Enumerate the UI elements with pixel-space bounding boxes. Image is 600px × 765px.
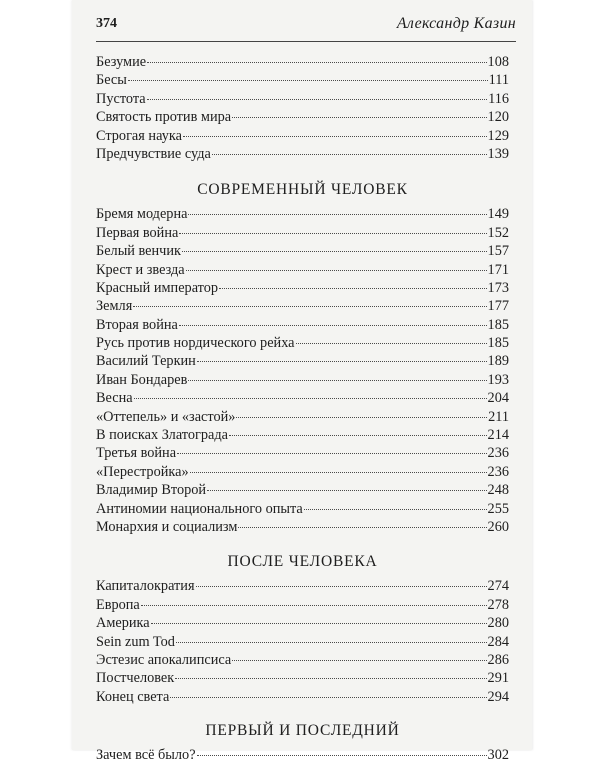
toc-entry: [96, 669, 509, 687]
toc-entry: [96, 297, 509, 315]
toc-entry: [96, 481, 509, 499]
dot-leader: [179, 232, 486, 234]
dot-leader: [236, 416, 487, 418]
toc-entry-title: Крест и звезда: [96, 261, 185, 278]
toc-entry-title: Эстезис апокалипсиса: [96, 651, 232, 668]
toc-entry-title: Антиномии национального опыта: [96, 500, 303, 517]
toc-entry-title: Безумие: [96, 54, 147, 70]
toc-entry-page-number: 185: [487, 316, 509, 333]
toc-entry: [96, 389, 509, 407]
dot-leader: [182, 250, 487, 252]
toc-entry-title: Строгая наука: [96, 127, 182, 144]
toc-entry-page-number: 108: [487, 54, 509, 70]
dot-leader: [232, 659, 486, 661]
book-page: [72, 0, 532, 764]
dot-leader: [128, 79, 488, 81]
toc-entry-page-number: 248: [487, 482, 509, 499]
toc-entry-page-number: 211: [488, 408, 509, 425]
toc-entry: [96, 633, 509, 651]
toc-entry-page-number: 116: [488, 90, 509, 107]
dot-leader: [147, 98, 487, 100]
toc-entry-title: Святость против мира: [96, 109, 232, 126]
dot-leader: [296, 342, 487, 344]
toc-entry: [96, 261, 509, 279]
toc-entry-page-number: 302: [487, 747, 509, 764]
toc-entry-title: «Оттепель» и «застой»: [96, 408, 236, 425]
toc-entry-title: Бремя модерна: [96, 206, 188, 223]
toc-entry: [96, 518, 509, 536]
toc-entry-title: Третья война: [96, 445, 177, 462]
toc-entry-page-number: 111: [488, 72, 509, 89]
toc-entry-title: Европа: [96, 596, 140, 613]
toc-entry: [96, 371, 509, 389]
toc-entry-page-number: 236: [487, 463, 509, 480]
toc-entry-page-number: 129: [487, 127, 509, 144]
toc-entry-page-number: 193: [487, 371, 509, 388]
toc-entry: [96, 224, 509, 242]
dot-leader: [197, 754, 487, 756]
dot-leader: [188, 213, 486, 215]
toc-entry-page-number: 204: [487, 390, 509, 407]
toc-entry-title: Первая война: [96, 224, 179, 241]
page-header: [96, 15, 516, 42]
toc-entry: [96, 90, 509, 108]
toc-entry-page-number: 171: [487, 261, 509, 278]
toc-entry: [96, 205, 509, 223]
toc-entry-title: Капиталократия: [96, 578, 195, 595]
toc-entry-page-number: 278: [487, 596, 509, 613]
toc-entry-title: Конец света: [96, 688, 170, 705]
toc-entry-title: В поисках Златограда: [96, 427, 228, 444]
toc-entry: [96, 53, 509, 71]
dot-leader: [179, 324, 487, 326]
toc-entry: [96, 444, 509, 462]
dot-leader: [207, 489, 486, 491]
section-heading: ПОСЛЕ ЧЕЛОВЕКА: [227, 553, 378, 571]
dot-leader: [196, 585, 487, 587]
toc-entry: [96, 279, 509, 297]
dot-leader: [219, 287, 487, 289]
dot-leader: [188, 379, 486, 381]
toc-entry-title: Иван Бондарев: [96, 371, 188, 388]
toc-entry-title: Sein zum Tod: [96, 633, 175, 650]
toc-entry: [96, 651, 509, 669]
dot-leader: [134, 397, 487, 399]
toc-entry-page-number: 236: [487, 445, 509, 462]
toc-entry: [96, 688, 509, 706]
dot-leader: [133, 305, 486, 307]
toc-entry-page-number: 149: [487, 206, 509, 223]
running-head-author: Александр Казин: [396, 15, 516, 32]
toc-entry-title: Зачем всё было?: [96, 747, 196, 764]
toc-entry-title: Весна: [96, 390, 133, 407]
dot-leader: [141, 604, 487, 606]
dot-leader: [304, 508, 487, 510]
toc-entry-page-number: 284: [487, 633, 509, 650]
dot-leader: [190, 471, 487, 473]
toc-entry-title: Предчувствие суда: [96, 145, 211, 162]
toc-entry-page-number: 120: [487, 109, 509, 126]
dot-leader: [147, 61, 486, 63]
section-heading: ПЕРВЫЙ И ПОСЛЕДНИЙ: [205, 722, 400, 740]
toc-entry-title: Владимир Второй: [96, 482, 207, 499]
toc-entry-page-number: 214: [487, 427, 509, 444]
toc-entry: [96, 463, 509, 481]
toc-entry-title: Вторая война: [96, 316, 178, 333]
toc-entry: [96, 426, 509, 444]
dot-leader: [212, 153, 487, 155]
toc-entry-title: Пустота: [96, 90, 146, 107]
toc-entry-title: Монархия и социализм: [96, 518, 238, 535]
toc-entry-page-number: 294: [487, 688, 509, 705]
toc-entry-page-number: 274: [487, 578, 509, 595]
dot-leader: [176, 641, 487, 643]
toc-entry-page-number: 157: [487, 243, 509, 260]
toc-entry-title: Василий Теркин: [96, 353, 196, 370]
toc-entry-page-number: 139: [487, 145, 509, 162]
toc-entry: [96, 408, 509, 426]
table-of-contents: [96, 53, 509, 765]
toc-entry: [96, 596, 509, 614]
toc-entry: [96, 242, 509, 260]
toc-entry-page-number: 177: [487, 298, 509, 315]
toc-entry-title: Русь против нордического рейха: [96, 335, 295, 352]
toc-entry: [96, 352, 509, 370]
toc-entry: [96, 108, 509, 126]
toc-entry-page-number: 173: [487, 279, 509, 296]
toc-entry-title: «Перестройка»: [96, 463, 189, 480]
toc-entry: [96, 614, 509, 632]
dot-leader: [238, 526, 486, 528]
toc-entry: [96, 577, 509, 595]
page-number: 374: [96, 16, 117, 31]
toc-entry-page-number: 280: [487, 615, 509, 632]
toc-entry: [96, 334, 509, 352]
toc-entry-page-number: 185: [487, 335, 509, 352]
toc-entry-page-number: 291: [487, 670, 509, 687]
dot-leader: [197, 360, 487, 362]
toc-entry-title: Америка: [96, 615, 150, 632]
toc-entry-title: Бесы: [96, 72, 127, 89]
toc-entry: [96, 71, 509, 89]
dot-leader: [175, 677, 486, 679]
toc-entry: [96, 746, 509, 764]
toc-entry: [96, 127, 509, 145]
toc-entry-title: Красный император: [96, 279, 219, 296]
dot-leader: [177, 452, 486, 454]
dot-leader: [186, 269, 487, 271]
dot-leader: [232, 116, 486, 118]
toc-entry-page-number: 260: [487, 518, 509, 535]
toc-entry: [96, 500, 509, 518]
dot-leader: [229, 434, 487, 436]
toc-entry-title: Белый венчик: [96, 243, 181, 260]
toc-entry: [96, 145, 509, 163]
toc-entry: [96, 316, 509, 334]
toc-entry-title: Постчеловек: [96, 670, 175, 687]
toc-entry-title: Земля: [96, 298, 133, 315]
dot-leader: [151, 622, 487, 624]
dot-leader: [170, 696, 486, 698]
toc-entry-page-number: 286: [487, 651, 509, 668]
toc-entry-page-number: 189: [487, 353, 509, 370]
dot-leader: [183, 135, 487, 137]
section-heading: СОВРЕМЕННЫЙ ЧЕЛОВЕК: [197, 181, 408, 199]
toc-entry-page-number: 255: [487, 500, 509, 517]
toc-entry-page-number: 152: [487, 224, 509, 241]
